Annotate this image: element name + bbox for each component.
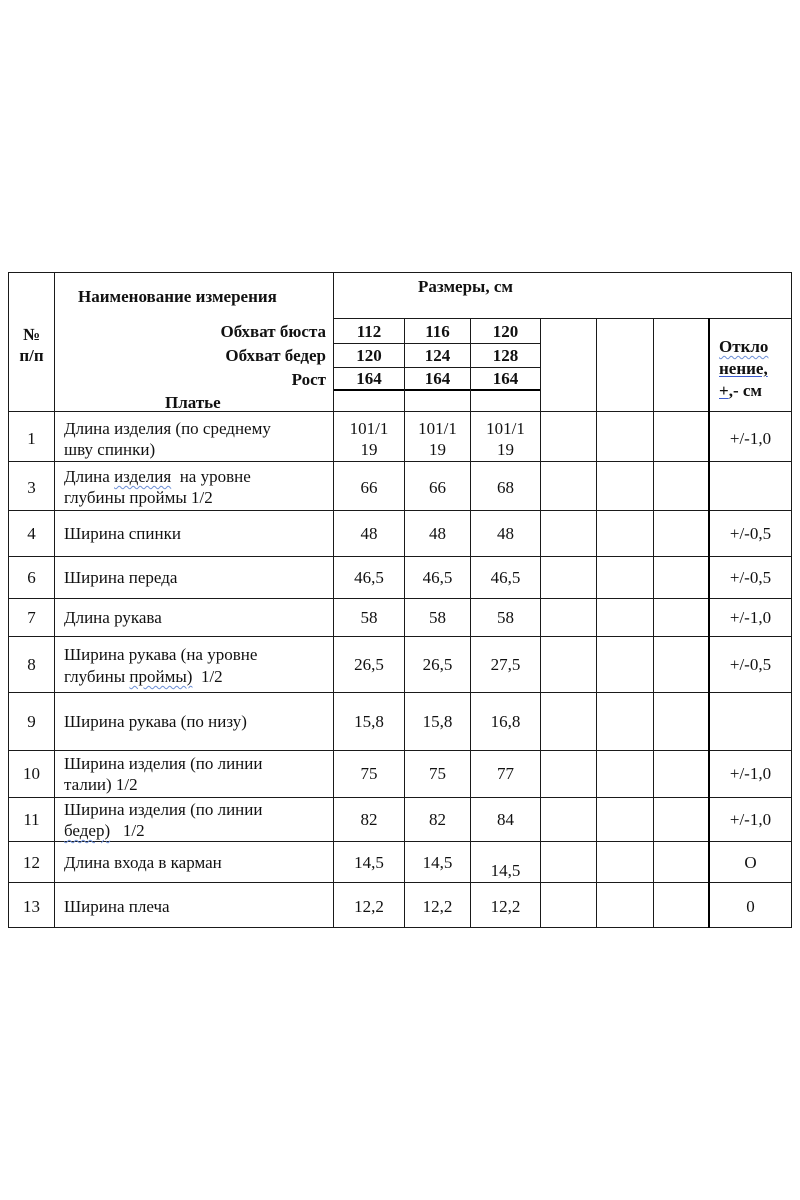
- size-value: 84: [497, 810, 514, 829]
- name-part: бедер): [64, 821, 111, 840]
- size-value: 77: [497, 764, 514, 783]
- size-value: 75: [360, 764, 378, 783]
- row-number: 9: [27, 712, 36, 731]
- row-number: 6: [27, 568, 36, 587]
- bust-value: 120: [492, 322, 519, 341]
- size-value: 46,5: [354, 568, 384, 587]
- row-number: 8: [27, 655, 36, 674]
- row-number: 7: [27, 608, 36, 627]
- name-part: изделия: [114, 467, 172, 486]
- deviation-value: +/-0,5: [729, 524, 772, 543]
- height-label: Рост: [291, 370, 326, 389]
- deviation-unit: ,- см: [728, 381, 762, 400]
- num-header-label-1: №: [22, 325, 41, 344]
- height-value: 164: [356, 369, 382, 388]
- row-divider: [8, 510, 792, 511]
- row-divider: [8, 598, 792, 599]
- size-value: 14,5: [490, 861, 521, 880]
- size-value: 19: [497, 440, 514, 459]
- row-number: 4: [27, 524, 36, 543]
- deviation-header-line-1: Откло: [719, 337, 769, 356]
- row-divider: [8, 841, 792, 842]
- measurement-name: Ширина плеча: [64, 897, 170, 916]
- measurement-name: Ширина переда: [64, 568, 178, 587]
- size-value: 66: [429, 478, 446, 497]
- measurement-name: глубины проймы 1/2: [64, 488, 213, 507]
- size-value: 16,8: [490, 712, 521, 731]
- table-border-bottom: [8, 927, 792, 928]
- size-value: 26,5: [354, 655, 384, 674]
- size-value: 12,2: [422, 897, 453, 916]
- size-value: 48: [360, 524, 378, 543]
- measurement-name: Длина изделия (по среднему: [64, 419, 271, 438]
- size-value: 101/1: [418, 419, 457, 438]
- measurement-name: Длина входа в карман: [64, 853, 222, 872]
- col-divider-empty-1: [596, 318, 597, 928]
- col-divider-num: [54, 272, 55, 928]
- size-value: 82: [429, 810, 446, 829]
- size-value: 46,5: [490, 568, 521, 587]
- name-part: 1/2: [192, 667, 223, 686]
- measurement-name: шву спинки): [64, 440, 156, 459]
- size-value: 14,5: [422, 853, 453, 872]
- deviation-value: +/-1,0: [729, 608, 772, 627]
- deviation-header-line-3: [719, 380, 762, 401]
- deviation-value: +/-1,0: [729, 764, 772, 783]
- deviation-value: +/-1,0: [729, 810, 772, 829]
- measurement-name: [64, 820, 145, 841]
- size-value: 82: [360, 810, 378, 829]
- height-value: 164: [424, 369, 451, 388]
- size-value: 58: [497, 608, 514, 627]
- deviation-value: +/-0,5: [729, 568, 772, 587]
- size-value: 15,8: [422, 712, 453, 731]
- size-value: 19: [360, 440, 378, 459]
- hips-value: 124: [424, 346, 451, 365]
- row-number: 11: [23, 810, 40, 829]
- size-value: 101/1: [349, 419, 389, 438]
- col-divider-empty-2: [653, 318, 654, 928]
- row-number: 13: [23, 897, 40, 916]
- table-border-top: [8, 272, 792, 273]
- height-row-divider: [333, 389, 540, 391]
- row-number: 12: [23, 853, 40, 872]
- name-part: глубины: [64, 667, 130, 686]
- name-part: 1/2: [110, 821, 145, 840]
- height-value: 164: [492, 369, 519, 388]
- size-value: 27,5: [490, 655, 521, 674]
- deviation-value: +/-1,0: [729, 429, 772, 448]
- row-divider: [8, 750, 792, 751]
- measurement-name: талии) 1/2: [64, 775, 138, 794]
- deviation-header-line-2: нение,: [719, 359, 768, 378]
- size-value: 101/1: [486, 419, 525, 438]
- name-part: на уровне: [171, 467, 251, 486]
- deviation-value: +/-0,5: [729, 655, 772, 674]
- header-bottom-line: [8, 411, 792, 412]
- sizes-header-divider: [333, 318, 792, 319]
- measurement-name: Ширина спинки: [64, 524, 181, 543]
- sizes-title: Размеры, см: [418, 277, 513, 296]
- size-value: 58: [429, 608, 446, 627]
- size-value: 48: [429, 524, 446, 543]
- bust-value: 116: [425, 322, 450, 341]
- measurement-name: Длина рукава: [64, 608, 162, 627]
- size-value: 68: [497, 478, 514, 497]
- size-value: 58: [360, 608, 378, 627]
- hips-label: Обхват бедер: [225, 346, 326, 365]
- bust-value: 112: [356, 322, 382, 341]
- size-value: 46,5: [422, 568, 453, 587]
- table-border-right: [791, 272, 792, 928]
- name-part: Длина: [64, 467, 115, 486]
- deviation-value: О: [744, 853, 757, 872]
- hips-value: 120: [356, 346, 382, 365]
- measurement-name-header: Наименование измерения: [78, 287, 277, 306]
- measurement-name: Ширина рукава (на уровне: [64, 645, 258, 664]
- row-divider: [8, 636, 792, 637]
- deviation-value: 0: [746, 897, 755, 916]
- plus-sign: +: [719, 381, 729, 400]
- size-value: 15,8: [354, 712, 384, 731]
- bust-label: Обхват бюста: [220, 322, 326, 341]
- size-value: 12,2: [490, 897, 521, 916]
- measurement-name: [64, 466, 251, 487]
- size-value: 19: [429, 440, 446, 459]
- row-number: 3: [27, 478, 36, 497]
- bust-row-divider: [333, 343, 540, 344]
- measurement-name: Ширина изделия (по линии: [64, 754, 263, 773]
- measurement-name: Ширина изделия (по линии: [64, 800, 263, 819]
- row-number: 10: [23, 764, 40, 783]
- num-header-label-2: п/п: [19, 346, 44, 365]
- row-number: 1: [27, 429, 36, 448]
- garment-label: Платье: [165, 393, 221, 412]
- row-divider: [8, 882, 792, 883]
- row-divider: [8, 797, 792, 798]
- col-divider-size-3: [540, 318, 541, 928]
- measurement-name: Ширина рукава (по низу): [64, 712, 247, 731]
- size-value: 14,5: [354, 853, 384, 872]
- row-divider: [8, 556, 792, 557]
- row-divider: [8, 461, 792, 462]
- size-value: 12,2: [354, 897, 384, 916]
- size-value: 48: [497, 524, 514, 543]
- size-value: 26,5: [422, 655, 453, 674]
- hips-value: 128: [492, 346, 519, 365]
- measurement-name: [64, 666, 223, 687]
- row-divider: [8, 692, 792, 693]
- size-value: 66: [360, 478, 378, 497]
- name-part: проймы): [129, 667, 193, 686]
- size-value: 75: [429, 764, 446, 783]
